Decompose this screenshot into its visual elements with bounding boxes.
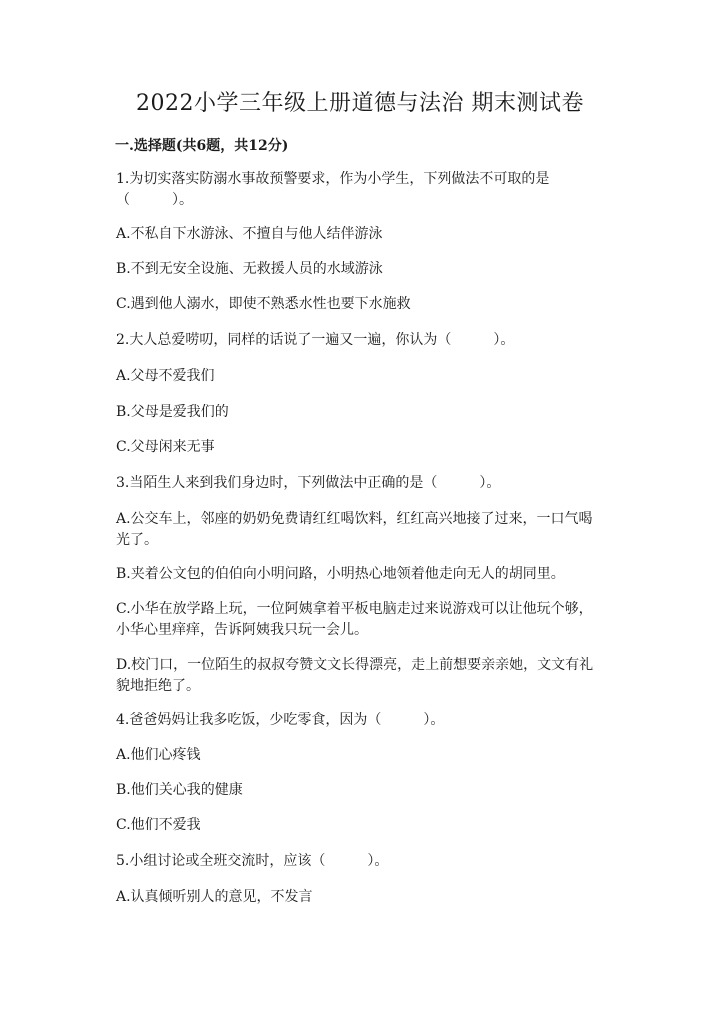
question-1-stem-cont: （ ）。: [116, 192, 193, 208]
question-3-option-c: C.小华在放学路上玩，一位阿姨拿着平板电脑走过来说游戏可以让他玩个够，: [116, 601, 593, 617]
question-4-option-c: C.他们不爱我: [116, 817, 201, 833]
question-4-option-b: B.他们关心我的健康: [116, 782, 243, 798]
question-3-option-a: A.公交车上，邻座的奶奶免费请红红喝饮料，红红高兴地接了过来，一口气喝: [116, 511, 593, 527]
question-4-stem: 4.爸爸妈妈让我多吃饭，少吃零食，因为（ ）。: [116, 712, 445, 728]
question-3-option-a-cont: 光了。: [116, 532, 158, 548]
question-5-stem: 5.小组讨论或全班交流时，应该（ ）。: [116, 853, 389, 869]
question-1-stem: 1.为切实落实防溺水事故预警要求，作为小学生，下列做法不可取的是: [116, 171, 550, 187]
page-title: 2022小学三年级上册道德与法治 期末测试卷: [136, 91, 584, 116]
question-2-stem: 2.大人总爱唠叨，同样的话说了一遍又一遍，你认为（ ）。: [116, 332, 515, 348]
section-heading: 一.选择题(共6题，共12分): [115, 138, 289, 154]
question-4-option-a: A.他们心疼钱: [116, 747, 201, 763]
question-5-option-a: A.认真倾听别人的意见，不发言: [116, 889, 313, 905]
question-1-option-c: C.遇到他人溺水，即使不熟悉水性也要下水施救: [116, 296, 411, 312]
question-1-option-b: B.不到无安全设施、无救援人员的水域游泳: [116, 261, 383, 277]
question-3-option-c-cont: 小华心里痒痒，告诉阿姨我只玩一会儿。: [116, 622, 368, 638]
question-2-option-b: B.父母是爱我们的: [116, 404, 229, 420]
question-3-option-d-cont: 貌地拒绝了。: [116, 678, 200, 694]
question-2-option-a: A.父母不爱我们: [116, 368, 215, 384]
question-3-option-d: D.校门口，一位陌生的叔叔夸赞文文长得漂亮，走上前想要亲亲她，文文有礼: [116, 657, 594, 673]
question-2-option-c: C.父母闲来无事: [116, 439, 215, 455]
question-3-option-b: B.夹着公文包的伯伯向小明问路，小明热心地领着他走向无人的胡同里。: [116, 566, 565, 582]
question-1-option-a: A.不私自下水游泳、不擅自与他人结伴游泳: [116, 226, 383, 242]
question-3-stem: 3.当陌生人来到我们身边时，下列做法中正确的是（ ）。: [116, 475, 501, 491]
